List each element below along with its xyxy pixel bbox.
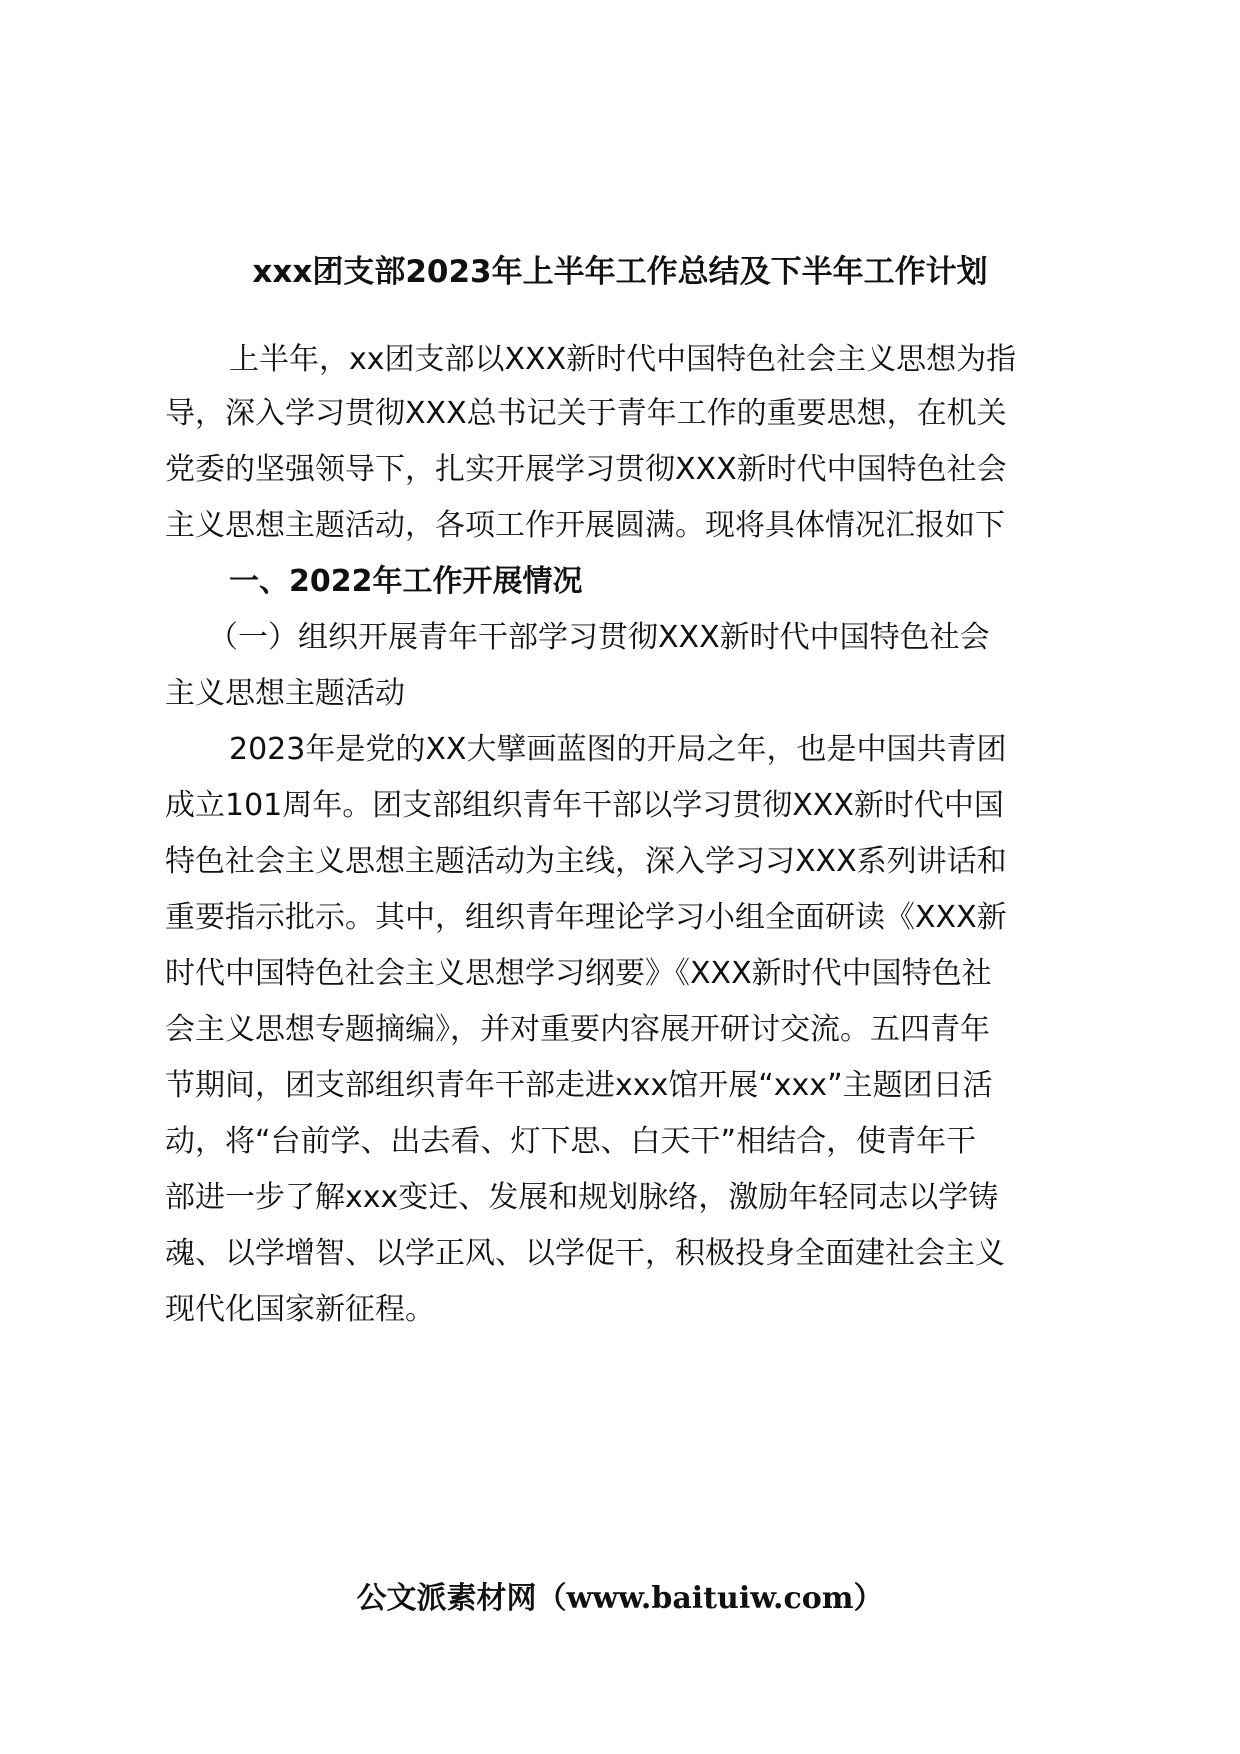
body-line-7: 节期间，团支部组织青年干部走进xxx馆开展“xxx”主题团日活 [165, 1068, 993, 1103]
intro-line-3: 党委的坚强领导下，扎实开展学习贯彻XXX新时代中国特色社会 [165, 452, 1007, 487]
body-line-11: 现代化国家新征程。 [165, 1292, 435, 1327]
document-title: xxx团支部2023年上半年工作总结及下半年工作计划 [252, 254, 988, 290]
body-line-9: 部进一步了解xxx变迁、发展和规划脉络，激励年轻同志以学铸 [165, 1180, 999, 1215]
body-line-5: 时代中国特色社会主义思想学习纲要》《XXX新时代中国特色社 [165, 956, 992, 991]
body-line-1: 2023年是党的XX大擘画蓝图的开局之年，也是中国共青团 [229, 732, 1007, 767]
footer-url-link[interactable]: www.baituiw.com [566, 1581, 854, 1616]
body-line-3: 特色社会主义思想主题活动为主线，深入学习习XXX系列讲话和 [165, 844, 1007, 879]
subsection-line-1: （一）组织开展青年干部学习贯彻XXX新时代中国特色社会 [208, 620, 990, 655]
intro-line-1: 上半年，xx团支部以XXX新时代中国特色社会主义思想为指 [229, 342, 1017, 377]
footer-site-name: 公文派素材网（ [356, 1581, 567, 1616]
footer-watermark [300, 1581, 940, 1617]
body-line-10: 魂、以学增智、以学正风、以学促干，积极投身全面建社会主义 [165, 1236, 1005, 1271]
footer-close-paren: ） [853, 1581, 884, 1616]
intro-line-4: 主义思想主题活动，各项工作开展圆满。现将具体情况汇报如下 [165, 508, 1005, 543]
body-line-4: 重要指示批示。其中，组织青年理论学习小组全面研读《XXX新 [165, 900, 1007, 935]
subsection-line-2: 主义思想主题活动 [165, 676, 405, 711]
body-line-8: 动，将“台前学、出去看、灯下思、白天干”相结合，使青年干 [165, 1124, 977, 1159]
body-line-2: 成立101周年。团支部组织青年干部以学习贯彻XXX新时代中国 [165, 788, 1004, 823]
intro-line-2: 导，深入学习贯彻XXX总书记关于青年工作的重要思想，在机关 [165, 396, 1007, 431]
body-line-6: 会主义思想专题摘编》，并对重要内容展开研讨交流。五四青年 [165, 1012, 990, 1047]
section-heading: 一、2022年工作开展情况 [229, 564, 583, 599]
